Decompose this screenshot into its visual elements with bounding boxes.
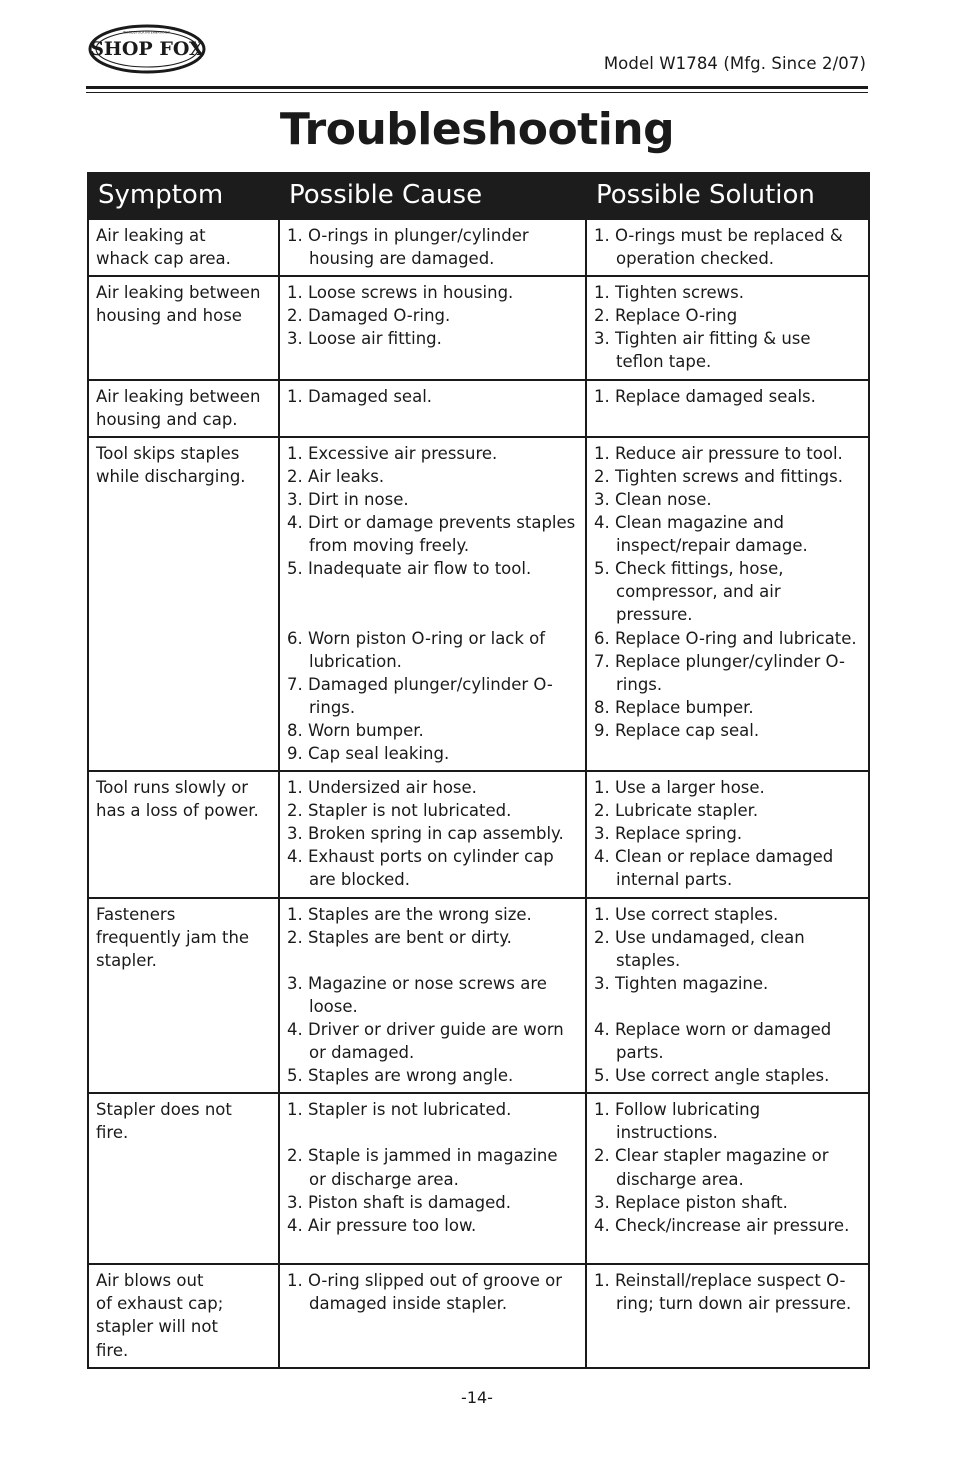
cause-cell <box>279 437 586 771</box>
solution-item: 4. Check/increase air pressure. <box>594 1215 850 1235</box>
cause-item: 2. Stapler is not lubricated. <box>287 801 512 821</box>
solution-cell <box>586 771 869 897</box>
cause-item: 1. O-rings in plunger/cylinder housing are damaged. <box>287 226 529 269</box>
cause-item: 8. Worn bumper. <box>287 720 424 740</box>
cause-item: 3. Loose air fitting. <box>287 329 442 349</box>
solution-item: 9. Replace cap seal. <box>594 720 760 740</box>
cause-item: 1. Damaged seal. <box>287 386 433 406</box>
table-row <box>88 898 869 1094</box>
cause-item: 2. Air leaks. <box>287 466 385 486</box>
cause-item: 2. Staple is jammed in magazine or discharge area. <box>287 1146 558 1189</box>
solution-item: 2. Tighten screws and fittings. <box>594 466 843 486</box>
solution-item: 1. Reinstall/replace suspect O-ring; turn down air pressure. <box>594 1271 852 1314</box>
table-row <box>88 1264 869 1367</box>
cause-item: 1. Undersized air hose. <box>287 778 477 798</box>
solution-item: 6. Replace O-ring and lubricate. <box>594 628 857 648</box>
troubleshooting-table <box>87 172 870 1369</box>
table-row <box>88 437 869 771</box>
solution-item: 3. Clean nose. <box>594 489 712 509</box>
solution-item: 1. Follow lubricating instructions. <box>594 1100 761 1143</box>
solution-item: 3. Replace spring. <box>594 824 743 844</box>
cause-item: 1. Excessive air pressure. <box>287 443 498 463</box>
cause-item: 3. Magazine or nose screws are loose. <box>287 973 547 1016</box>
header-possible-solution: Possible Solution <box>586 173 869 219</box>
cause-cell <box>279 1093 586 1264</box>
solution-item: 4. Replace worn or damaged parts. <box>594 1020 832 1063</box>
page-number: -14- <box>461 1388 493 1407</box>
item-spacer <box>287 580 579 603</box>
cause-item: 2. Damaged O-ring. <box>287 306 451 326</box>
solution-item: 1. Tighten screws. <box>594 283 744 303</box>
cause-cell <box>279 898 586 1094</box>
solution-item: 1. Use correct staples. <box>594 904 779 924</box>
shop-fox-logo <box>88 24 206 74</box>
table-row <box>88 276 869 379</box>
shop-fox-logo-graphic <box>88 24 206 74</box>
cause-item: 4. Air pressure too low. <box>287 1215 477 1235</box>
solution-cell <box>586 437 869 771</box>
cause-item: 3. Dirt in nose. <box>287 489 409 509</box>
cause-item: 4. Dirt or damage prevents staples from moving freely. <box>287 513 576 556</box>
solution-item: 8. Replace bumper. <box>594 697 754 717</box>
cause-item: 6. Worn piston O-ring or lack of lubrication. <box>287 628 546 671</box>
solution-item: 2. Clear stapler magazine or discharge area. <box>594 1146 829 1189</box>
solution-cell <box>586 898 869 1094</box>
item-spacer <box>287 949 579 972</box>
symptom-cell: Air blows out of exhaust cap; stapler will not fire. <box>88 1264 279 1367</box>
solution-cell <box>586 1093 869 1264</box>
model-label: Model W1784 (Mfg. Since 2/07) <box>603 54 866 73</box>
solution-item: 2. Lubricate stapler. <box>594 801 759 821</box>
solution-cell <box>586 276 869 379</box>
solution-item: 1. Use a larger hose. <box>594 778 765 798</box>
solution-item: 3. Tighten magazine. <box>594 973 769 993</box>
cause-item: 7. Damaged plunger/cylinder O-rings. <box>287 674 553 717</box>
solution-item: 2. Replace O-ring <box>594 306 738 326</box>
cause-item: 4. Exhaust ports on cylinder cap are blocked. <box>287 847 554 890</box>
symptom-cell: Tool runs slowly or has a loss of power. <box>88 771 279 897</box>
cause-cell <box>279 276 586 379</box>
solution-cell <box>586 380 869 437</box>
symptom-cell: Air leaking between housing and cap. <box>88 380 279 437</box>
solution-item: 1. Reduce air pressure to tool. <box>594 443 843 463</box>
item-spacer <box>594 995 862 1018</box>
symptom-cell: Fasteners frequently jam the stapler. <box>88 898 279 1094</box>
cause-item: 1. Staples are the wrong size. <box>287 904 532 924</box>
table-row <box>88 771 869 897</box>
table-header-row <box>88 173 869 219</box>
cause-item: 3. Broken spring in cap assembly. <box>287 824 564 844</box>
table-row <box>88 1093 869 1264</box>
symptom-cell: Air leaking between housing and hose <box>88 276 279 379</box>
logo-small-text: WOODSTOCK INTERNATIONAL <box>123 30 171 35</box>
solution-cell <box>586 219 869 276</box>
cause-item: 1. Stapler is not lubricated. <box>287 1100 512 1120</box>
cause-item: 1. O-ring slipped out of groove or damaged inside stapler. <box>287 1271 563 1314</box>
solution-item: 5. Use correct angle staples. <box>594 1066 830 1086</box>
item-spacer <box>287 603 579 626</box>
header-rule-thick <box>86 86 868 89</box>
cause-cell <box>279 380 586 437</box>
solution-item: 4. Clean magazine and inspect/repair damage. <box>594 513 808 556</box>
cause-cell <box>279 1264 586 1367</box>
cause-item: 4. Driver or driver guide are worn or damaged. <box>287 1020 564 1063</box>
solution-item: 5. Check fittings, hose, compressor, and air pressure. <box>594 559 784 625</box>
cause-item: 5. Inadequate air flow to tool. <box>287 559 532 579</box>
table-row <box>88 219 869 276</box>
cause-item: 1. Loose screws in housing. <box>287 283 514 303</box>
item-spacer <box>287 1121 579 1144</box>
solution-item: 1. O-rings must be replaced & operation checked. <box>594 226 843 269</box>
cause-cell <box>279 771 586 897</box>
table-row <box>88 380 869 437</box>
logo-text: SHOP FOX <box>90 38 204 60</box>
solution-item: 3. Replace piston shaft. <box>594 1192 788 1212</box>
solution-item: 4. Clean or replace damaged internal parts. <box>594 847 834 890</box>
header-possible-cause: Possible Cause <box>279 173 586 219</box>
cause-item: 5. Staples are wrong angle. <box>287 1066 514 1086</box>
symptom-cell: Tool skips staples while discharging. <box>88 437 279 771</box>
solution-item: 1. Replace damaged seals. <box>594 386 816 406</box>
solution-item: 2. Use undamaged, clean staples. <box>594 927 805 970</box>
solution-item: 7. Replace plunger/cylinder O-rings. <box>594 651 845 694</box>
solution-item: 3. Tighten air fitting & use teflon tape. <box>594 329 811 372</box>
cause-item: 2. Staples are bent or dirty. <box>287 927 512 947</box>
page-title: Troubleshooting <box>279 104 675 155</box>
cause-item: 3. Piston shaft is damaged. <box>287 1192 511 1212</box>
symptom-cell: Stapler does not fire. <box>88 1093 279 1264</box>
solution-cell <box>586 1264 869 1367</box>
header-symptom: Symptom <box>88 173 279 219</box>
symptom-cell: Air leaking at whack cap area. <box>88 219 279 276</box>
cause-item: 9. Cap seal leaking. <box>287 743 450 763</box>
header-rule-thin <box>86 92 868 93</box>
cause-cell <box>279 219 586 276</box>
